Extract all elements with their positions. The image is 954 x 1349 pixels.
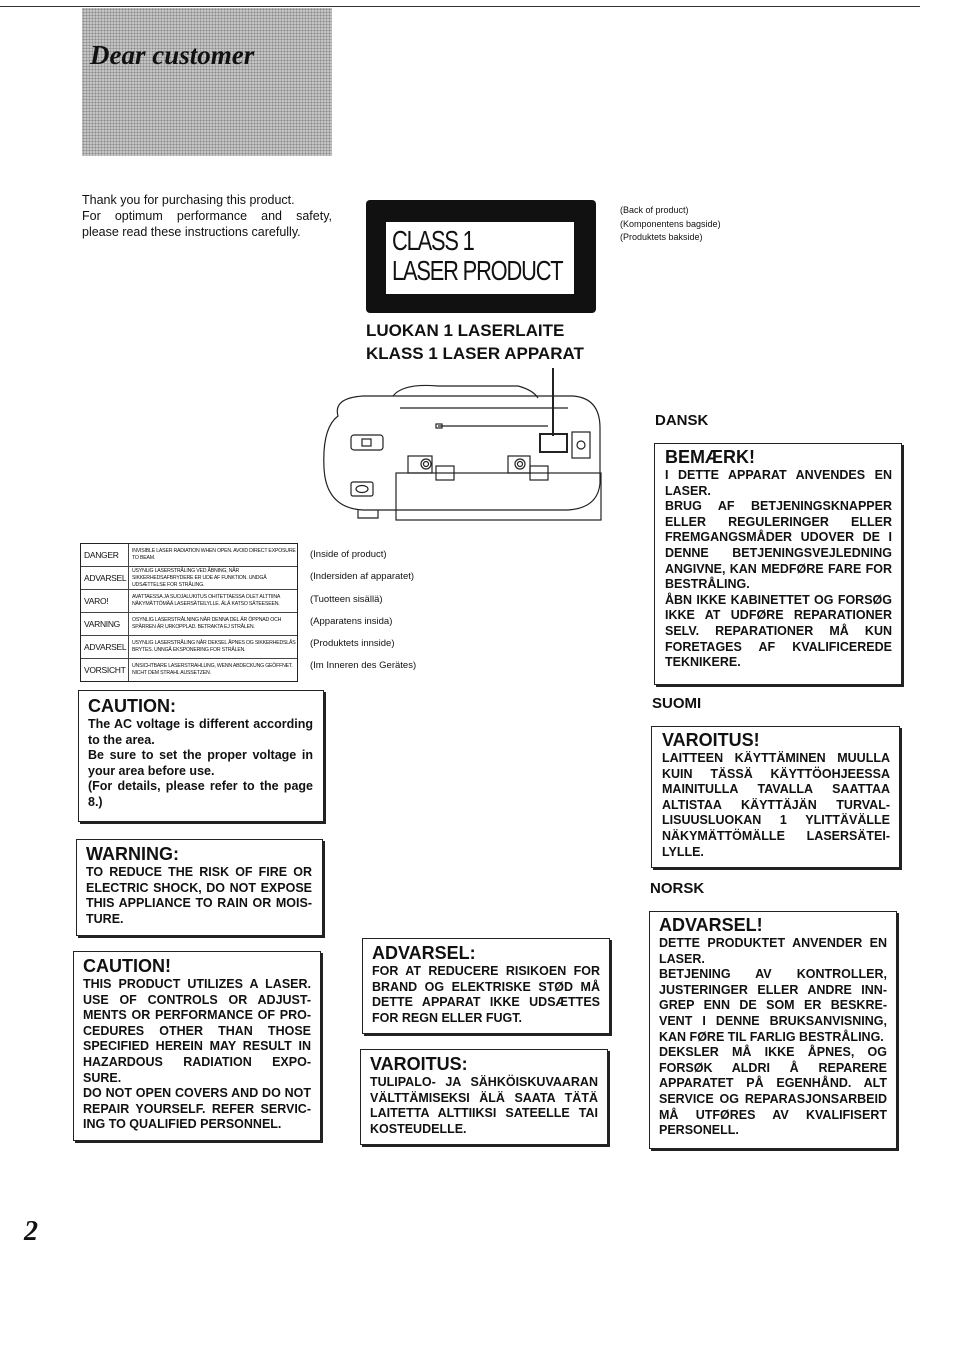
box-paragraph: DEKSLER MÅ IKKE ÅPNES, OG FORSØK ALDRI Å REPARERE APPARATET PÅ EGENHÅND. ALT SERVICE OG REPARASJONSARBEID MÅ UTFØRES AV KVALIFISERT PERSONELL. <box>659 1045 887 1138</box>
section-heading-dansk: DANSK <box>655 412 709 429</box>
box-title: BEMÆRK! <box>665 447 755 467</box>
box-title: ADVARSEL! <box>659 915 763 935</box>
caution-voltage-box <box>78 690 324 822</box>
inside-of-product-notes <box>310 549 416 683</box>
header-banner <box>82 8 332 156</box>
label-row <box>81 590 297 613</box>
advarsel-danish-box <box>362 938 610 1034</box>
note-line: (Komponentens bagside) <box>620 218 721 229</box>
box-paragraph: TO REDUCE THE RISK OF FIRE OR ELECTRIC SHOCK, DO NOT EXPOSE THIS APPLIANCE TO RAIN OR MOIS-TURE. <box>86 865 312 926</box>
label-row-text: INVISIBLE LASER RADIATION WHEN OPEN. AVOID DIRECT EXPOSURE TO BEAM. <box>132 548 296 561</box>
box-title: CAUTION! <box>83 956 171 976</box>
advarsel-norsk-box <box>649 911 897 1149</box>
label-row-text: UNSICHTBARE LASERSTRAHLUNG, WENN ABDECKUNG GEÖFFNET. NICHT DEM STRAHL AUSSETZEN. <box>132 663 293 676</box>
box-paragraph: THIS PRODUCT UTILIZES A LASER. USE OF CONTROLS OR ADJUST-MENTS OR PERFORMANCE OF PRO-CEDURES OTHER THAN THOSE SPECIFIED HEREIN MAY RESULT IN HAZARDOUS RADIATION EXPO-SURE. <box>83 977 311 1085</box>
laser-warning-label <box>80 543 298 682</box>
box-paragraph: DO NOT OPEN COVERS AND DO NOT REPAIR YOURSELF. REFER SERVIC-ING TO QUALIFIED PERSONNEL. <box>83 1086 311 1132</box>
box-paragraph: Be sure to set the proper voltage in your area before use. <box>88 748 313 778</box>
box-paragraph: ÅBN IKKE KABINETTET OG FORSØG IKKE AT UDFØRE REPARATIONER SELV. REPARATIONER MÅ KUN FORETAGES AF KVALIFICEREDE TEKNIKERE. <box>665 592 892 670</box>
section-heading-norsk: NORSK <box>650 880 705 897</box>
note-line: (Im Inneren des Gerätes) <box>310 660 417 672</box>
note-line: (Produktets bakside) <box>620 232 703 242</box>
class1-laser-label <box>366 200 596 313</box>
label-row <box>81 544 297 567</box>
box-paragraph: DETTE PRODUKTET ANVENDER EN LASER. <box>659 936 887 966</box>
intro-line: For optimum performance and safety, <box>82 209 332 223</box>
label-row-language: ADVARSEL <box>81 636 129 658</box>
varoitus-finnish-box <box>360 1049 608 1145</box>
back-of-product-notes <box>620 204 721 245</box>
box-title: ADVARSEL: <box>372 943 476 963</box>
label-row <box>81 659 297 681</box>
note-line: (Indersiden af apparatet) <box>310 571 415 583</box>
box-paragraph: (For details, please refer to the page 8.) <box>88 779 313 809</box>
label-row-text: AVATTAESSA JA SUOJALUKITUS OHITETTAESSA OLET ALTTIINA NÄKYMÄTTÖMÄÄ LASERSÄTEILYLLE. ÄLÄ KATSO SÄTEESEEN. <box>132 594 280 607</box>
box-paragraph: TULIPALO- JA SÄHKÖISKUVAARAN VÄLTTÄMISEKSI ÄLÄ SAATA TÄTÄ LAITETTA ALTTIIKSI SATEELLE TAI KOSTEUDELLE. <box>370 1075 598 1136</box>
box-paragraph: BRUG AF BETJENINGSKNAPPER ELLER REGULERINGER ELLER FREMGANGSMÅDER UDOVER DE I DENNE BETJENINGSVEJLEDNING ANGIVNE, KAN MEDFØRE FARE FOR BESTRÅLING. <box>665 499 892 592</box>
box-title: VAROITUS: <box>370 1054 468 1074</box>
top-rule <box>0 6 920 7</box>
class-translation: KLASS 1 LASER APPARAT <box>366 344 584 363</box>
class1-label-line: CLASS 1 <box>392 225 474 256</box>
label-row-text: USYNLIG LASERSTRÅLING NÅR DEKSEL ÅPNES OG SIKKERHEDSLÅS BRYTES. UNNGÅ EKSPONERING FOR STRÅLEN. <box>132 640 296 653</box>
intro-line: please read these instructions carefully. <box>82 225 301 239</box>
label-row-text: USYNLIG LASERSTRÅLING VED ÅBNING, NÅR SIKKERHEDSAFBRYDERE ER UDE AF FUNKTION. UNDGÅ UDSÆTTELSE FOR STRÅLING. <box>132 567 267 588</box>
box-paragraph: The AC voltage is different according to the area. <box>88 717 313 747</box>
intro-line: Thank you for purchasing this product. <box>82 193 295 207</box>
page-number: 2 <box>24 1216 38 1247</box>
label-row <box>81 567 297 590</box>
class1-label-line: LASER PRODUCT <box>392 255 563 286</box>
box-paragraph: FOR AT REDUCERE RISIKOEN FOR BRAND OG ELEKTRISKE STØD MÅ DETTE APPARAT IKKE UDSÆTTES FOR REGN ELLER FUGT. <box>372 964 600 1025</box>
label-row <box>81 636 297 659</box>
label-row <box>81 613 297 636</box>
note-line: (Back of product) <box>620 205 689 215</box>
box-title: WARNING: <box>86 844 179 864</box>
box-paragraph: LAITTEEN KÄYTTÄMINEN MUULLA KUIN TÄSSÄ KÄYTTÖOHJEESSA MAINITULLA TAVALLA SAATTAA ALTISTAA KÄYTTÄJÄN TURVAL-LISUUSLUOKAN 1 YLITTÄVÄLLE NÄKYMÄTTÖMÄLLE LASERSÄTEI-LYLLE. <box>662 751 890 859</box>
label-row-language: VARO! <box>81 590 129 612</box>
label-row-language: DANGER <box>81 544 129 566</box>
page-title: Dear customer <box>90 40 255 70</box>
box-paragraph: I DETTE APPARAT ANVENDES EN LASER. <box>665 468 892 498</box>
product-illustration <box>318 368 618 523</box>
note-line: (Produktets innside) <box>310 638 395 650</box>
label-row-text: OSYNLIG LASERSTRÅLNING NÄR DENNA DEL ÄR ÖPPNAD OCH SPÄRREN ÄR URKOPPLAD. BETRAKTA EJ STRÅLEN. <box>132 617 282 630</box>
label-row-language: VARNING <box>81 613 129 635</box>
warning-fire-box <box>76 839 323 936</box>
caution-laser-box <box>73 951 321 1141</box>
note-line: (Apparatens insida) <box>310 615 393 627</box>
note-line: (Tuotteen sisällä) <box>310 593 383 605</box>
label-row-language: ADVARSEL <box>81 567 129 589</box>
note-line: (Inside of product) <box>310 549 387 560</box>
class1-label-inner <box>384 220 576 296</box>
varoitus-suomi-box <box>651 726 900 868</box>
class-translations <box>366 319 584 365</box>
intro-text <box>82 192 332 240</box>
box-paragraph: BETJENING AV KONTROLLER, JUSTERINGER ELLER ANDRE INN-GREP ENN DE SOM ER BESKRE-VENT I DENNE BRUKSANVISNING, KAN FØRE TIL FARLIG BESTRÅLING. <box>659 967 887 1044</box>
class-translation: LUOKAN 1 LASERLAITE <box>366 321 565 340</box>
bemaerk-box <box>654 443 902 685</box>
label-row-language: VORSICHT <box>81 659 129 681</box>
section-heading-suomi: SUOMI <box>652 695 702 712</box>
box-title: VAROITUS! <box>662 730 760 750</box>
box-title: CAUTION: <box>88 696 176 716</box>
